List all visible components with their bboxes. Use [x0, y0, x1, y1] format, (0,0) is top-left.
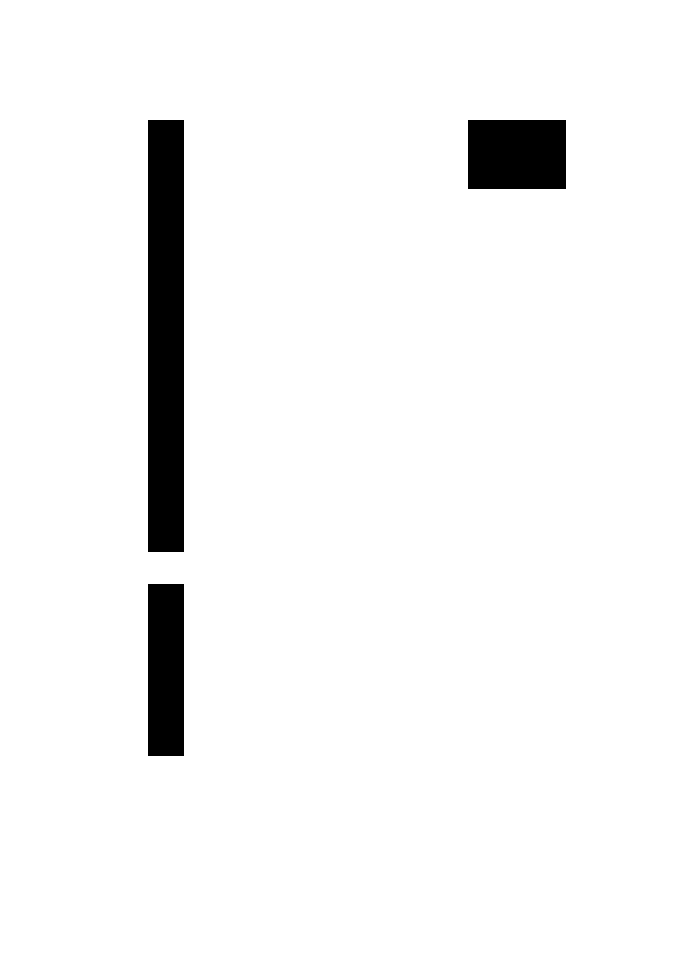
universal-averages-header	[468, 120, 566, 189]
properties-side-label	[148, 584, 184, 756]
elements-side-label	[148, 120, 184, 552]
